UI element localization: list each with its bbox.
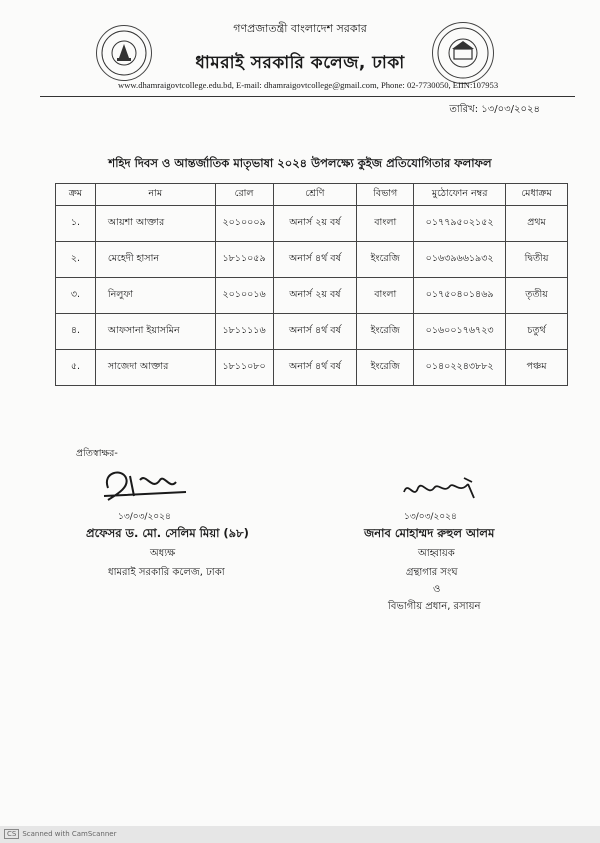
- header-serial: ক্রম: [56, 184, 96, 206]
- attestation-label: প্রতিস্বাক্ষর-: [76, 448, 118, 459]
- cell-roll: ২০১০০০৯: [215, 206, 273, 242]
- cell-department: বাংলা: [357, 206, 414, 242]
- cell-class: অনার্স ৪র্থ বর্ষ: [273, 314, 357, 350]
- cell-rank: প্রথম: [506, 206, 568, 242]
- header-department: বিভাগ: [357, 184, 414, 206]
- right-signature-image: [398, 474, 482, 508]
- cell-name: মেহেদী হাসান: [95, 242, 215, 278]
- cell-department: ইংরেজি: [357, 350, 414, 386]
- right-signatory-role: আহ্বায়ক: [418, 548, 455, 559]
- cell-rank: তৃতীয়: [506, 278, 568, 314]
- college-name: ধামরাই সরকারি কলেজ, ঢাকা: [195, 53, 405, 73]
- cell-serial: ২.: [56, 242, 96, 278]
- cell-roll: ১৮১১১১৬: [215, 314, 273, 350]
- cell-rank: চতুর্থ: [506, 314, 568, 350]
- government-line: গণপ্রজাতন্ত্রী বাংলাদেশ সরকার: [233, 22, 367, 35]
- cell-class: অনার্স ৪র্থ বর্ষ: [273, 350, 357, 386]
- cell-rank: পঞ্চম: [506, 350, 568, 386]
- table-row: [56, 242, 568, 278]
- cell-roll: ১৮১১০৮০: [215, 350, 273, 386]
- cell-phone: ০১৬৩৯৬৬১৯৩২: [414, 242, 506, 278]
- cell-name: নিলুফা: [95, 278, 215, 314]
- left-signature-date: ১৩/০৩/২০২৪: [118, 512, 171, 522]
- cell-name: আফসানা ইয়াসমিন: [95, 314, 215, 350]
- camscanner-logo-icon: CS: [4, 829, 19, 839]
- header-roll: রোল: [215, 184, 273, 206]
- cell-rank: দ্বিতীয়: [506, 242, 568, 278]
- cell-department: ইংরেজি: [357, 314, 414, 350]
- scanner-watermark: [4, 829, 117, 839]
- cell-class: অনার্স ২য় বর্ষ: [273, 206, 357, 242]
- results-table: [55, 183, 568, 386]
- contact-line: www.dhamraigovtcollege.edu.bd, E-mail: dhamraigovtcollege@gmail.com, Phone: 02-7730050, EIIN:107953: [118, 80, 499, 90]
- cell-phone: ০১৭৫০৪০১৪৬৯: [414, 278, 506, 314]
- table-row: [56, 206, 568, 242]
- table-row: [56, 350, 568, 386]
- left-signature-image: [100, 462, 190, 510]
- cell-serial: ৩.: [56, 278, 96, 314]
- table-row: [56, 278, 568, 314]
- cell-class: অনার্স ২য় বর্ষ: [273, 278, 357, 314]
- cell-name: আয়শা আক্তার: [95, 206, 215, 242]
- document-date: তারিখ: ১৩/০৩/২০২৪: [449, 104, 540, 115]
- header-class: শ্রেণি: [273, 184, 357, 206]
- scanner-text: Scanned with CamScanner: [22, 830, 117, 838]
- left-signatory-name: প্রফেসর ড. মো. সেলিম মিয়া (৯৮): [86, 526, 249, 540]
- header-name: নাম: [95, 184, 215, 206]
- cell-serial: ৪.: [56, 314, 96, 350]
- right-signatory-conjunction: ও: [433, 584, 441, 595]
- cell-phone: ০১৬০০১৭৬৭২৩: [414, 314, 506, 350]
- cell-class: অনার্স ৪র্থ বর্ষ: [273, 242, 357, 278]
- table-row: [56, 314, 568, 350]
- header-divider: [40, 96, 575, 97]
- cell-department: বাংলা: [357, 278, 414, 314]
- right-signatory-name: জনাব মোহাম্মদ রুহুল আলম: [364, 526, 495, 540]
- cell-roll: ২০১০০১৬: [215, 278, 273, 314]
- cell-department: ইংরেজি: [357, 242, 414, 278]
- left-signatory-title: অধ্যক্ষ: [150, 548, 176, 559]
- document-heading: শহিদ দিবস ও আন্তর্জাতিক মাতৃভাষা ২০২৪ উপলক্ষ্যে কুইজ প্রতিযোগিতার ফলাফল: [108, 156, 492, 170]
- cell-serial: ১.: [56, 206, 96, 242]
- table-header-row: [56, 184, 568, 206]
- cell-roll: ১৮১১০৫৯: [215, 242, 273, 278]
- right-signatory-title2: বিভাগীয় প্রধান, রসায়ন: [388, 601, 481, 612]
- cell-serial: ৫.: [56, 350, 96, 386]
- left-signatory-org: ধামরাই সরকারি কলেজ, ঢাকা: [108, 567, 225, 578]
- header-rank: মেধাক্রম: [506, 184, 568, 206]
- cell-phone: ০১৪০২২৪৩৮৮২: [414, 350, 506, 386]
- header-phone: মুঠোফোন নম্বর: [414, 184, 506, 206]
- right-signatory-org: গ্রন্থাগার সংঘ: [406, 567, 458, 578]
- cell-name: সাজেদা আক্তার: [95, 350, 215, 386]
- right-signature-date: ১৩/০৩/২০২৪: [404, 512, 457, 522]
- cell-phone: ০১৭৭৯৫০২১৫২: [414, 206, 506, 242]
